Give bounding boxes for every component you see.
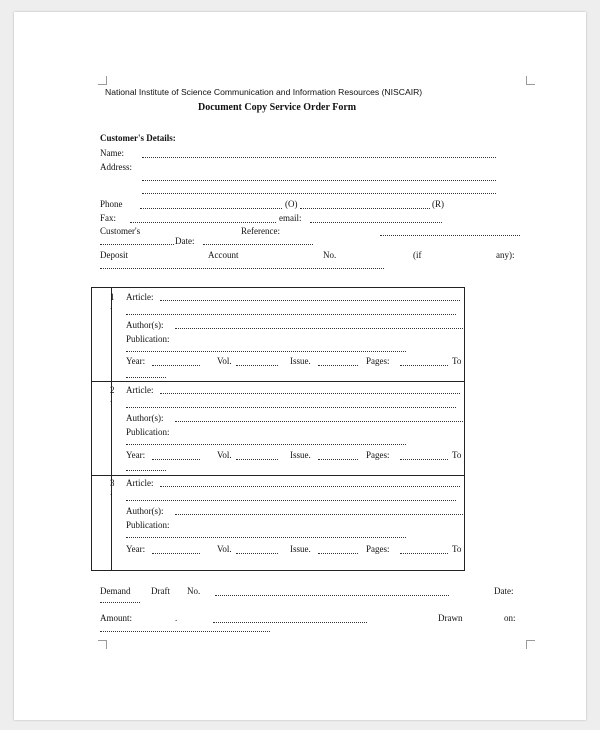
- entry-number: 1: [110, 292, 115, 302]
- to-label: To: [452, 356, 462, 366]
- entry-number: 3: [110, 478, 115, 488]
- phone-office-line[interactable]: [140, 208, 282, 209]
- year-line[interactable]: [152, 553, 200, 554]
- email-line[interactable]: [310, 222, 442, 223]
- deposit-label: Deposit: [100, 250, 128, 260]
- authors-line[interactable]: [175, 514, 463, 515]
- date-line[interactable]: [203, 244, 313, 245]
- publication-label: Publication:: [126, 334, 170, 344]
- vol-label: Vol.: [217, 356, 232, 366]
- entry-dot: .: [110, 487, 113, 497]
- pages-label: Pages:: [366, 544, 390, 554]
- vol-line[interactable]: [236, 365, 278, 366]
- office-label: (O): [285, 199, 298, 209]
- date-label: Date:: [175, 236, 195, 246]
- entry-dot: .: [110, 394, 113, 404]
- customers-label: Customer's: [100, 226, 141, 236]
- vol-line[interactable]: [236, 459, 278, 460]
- issue-line[interactable]: [318, 553, 358, 554]
- to-label: To: [452, 450, 462, 460]
- demand-label: Demand: [100, 586, 131, 596]
- account-no-label: No.: [323, 250, 337, 260]
- pages-line[interactable]: [400, 553, 448, 554]
- article-label: Article:: [126, 478, 154, 488]
- account-label: Account: [208, 250, 239, 260]
- address-line-1[interactable]: [142, 180, 496, 181]
- customer-section-title: Customer's Details:: [100, 133, 176, 143]
- pages-line[interactable]: [400, 459, 448, 460]
- year-label: Year:: [126, 450, 146, 460]
- authors-line[interactable]: [175, 328, 463, 329]
- reference-line-cont[interactable]: [100, 244, 174, 245]
- entry-dot: .: [110, 301, 113, 311]
- publication-label: Publication:: [126, 520, 170, 530]
- drawn-label: Drawn: [438, 613, 463, 623]
- vol-line[interactable]: [236, 553, 278, 554]
- issue-label: Issue.: [290, 356, 311, 366]
- crop-mark-top-right: [526, 76, 535, 85]
- table-row-divider: [92, 475, 464, 476]
- to-label: To: [452, 544, 462, 554]
- article-label: Article:: [126, 385, 154, 395]
- crop-mark-top-left: [98, 76, 107, 85]
- year-label: Year:: [126, 544, 146, 554]
- publication-line[interactable]: [126, 537, 406, 538]
- amount-label: Amount:: [100, 613, 133, 623]
- article-line-2[interactable]: [126, 407, 456, 408]
- drawn-on-label: on:: [504, 613, 516, 623]
- authors-line[interactable]: [175, 421, 463, 422]
- article-label: Article:: [126, 292, 154, 302]
- draft-no-label: No.: [187, 586, 201, 596]
- issue-label: Issue.: [290, 450, 311, 460]
- name-line[interactable]: [142, 157, 496, 158]
- authors-label: Author(s):: [126, 506, 164, 516]
- reference-line[interactable]: [380, 235, 520, 236]
- address-line-2[interactable]: [142, 193, 496, 194]
- article-line[interactable]: [160, 300, 460, 301]
- email-label: email:: [279, 213, 302, 223]
- table-number-column: [111, 288, 112, 570]
- article-line[interactable]: [160, 486, 460, 487]
- crop-mark-bottom-left: [98, 640, 107, 649]
- if-label: (if: [413, 250, 422, 260]
- issue-line[interactable]: [318, 365, 358, 366]
- crop-mark-bottom-right: [526, 640, 535, 649]
- year-line[interactable]: [152, 459, 200, 460]
- authors-label: Author(s):: [126, 320, 164, 330]
- draft-date-line[interactable]: [100, 602, 140, 603]
- publication-line[interactable]: [126, 444, 406, 445]
- table-row-divider: [92, 381, 464, 382]
- demand-draft-line[interactable]: [215, 595, 449, 596]
- pages-label: Pages:: [366, 450, 390, 460]
- deposit-account-line[interactable]: [100, 268, 384, 269]
- to-line[interactable]: [126, 470, 166, 471]
- year-label: Year:: [126, 356, 146, 366]
- draft-label: Draft: [151, 586, 170, 596]
- amount-line[interactable]: [213, 622, 367, 623]
- vol-label: Vol.: [217, 544, 232, 554]
- article-line[interactable]: [160, 393, 460, 394]
- form-title: Document Copy Service Order Form: [198, 102, 357, 113]
- draft-date-label: Date:: [494, 586, 514, 596]
- article-line-2[interactable]: [126, 314, 456, 315]
- year-line[interactable]: [152, 365, 200, 366]
- reference-label: Reference:: [241, 226, 280, 236]
- issue-label: Issue.: [290, 544, 311, 554]
- drawn-on-line[interactable]: [100, 631, 270, 632]
- phone-residence-line[interactable]: [300, 208, 430, 209]
- name-label: Name:: [100, 148, 124, 158]
- issue-line[interactable]: [318, 459, 358, 460]
- publication-label: Publication:: [126, 427, 170, 437]
- fax-label: Fax:: [100, 213, 117, 223]
- residence-label: (R): [432, 199, 444, 209]
- pages-label: Pages:: [366, 356, 390, 366]
- institute-name: National Institute of Science Communication and Information Resources (NISCAIR): [105, 87, 423, 97]
- vol-label: Vol.: [217, 450, 232, 460]
- to-line[interactable]: [126, 377, 166, 378]
- publication-line[interactable]: [126, 351, 406, 352]
- article-line-2[interactable]: [126, 500, 456, 501]
- any-label: any):: [496, 250, 515, 260]
- amount-dot: .: [175, 613, 178, 623]
- authors-label: Author(s):: [126, 413, 164, 423]
- address-label: Address:: [100, 162, 132, 172]
- fax-line[interactable]: [130, 222, 276, 223]
- pages-line[interactable]: [400, 365, 448, 366]
- entry-number: 2: [110, 385, 115, 395]
- phone-label: Phone: [100, 199, 123, 209]
